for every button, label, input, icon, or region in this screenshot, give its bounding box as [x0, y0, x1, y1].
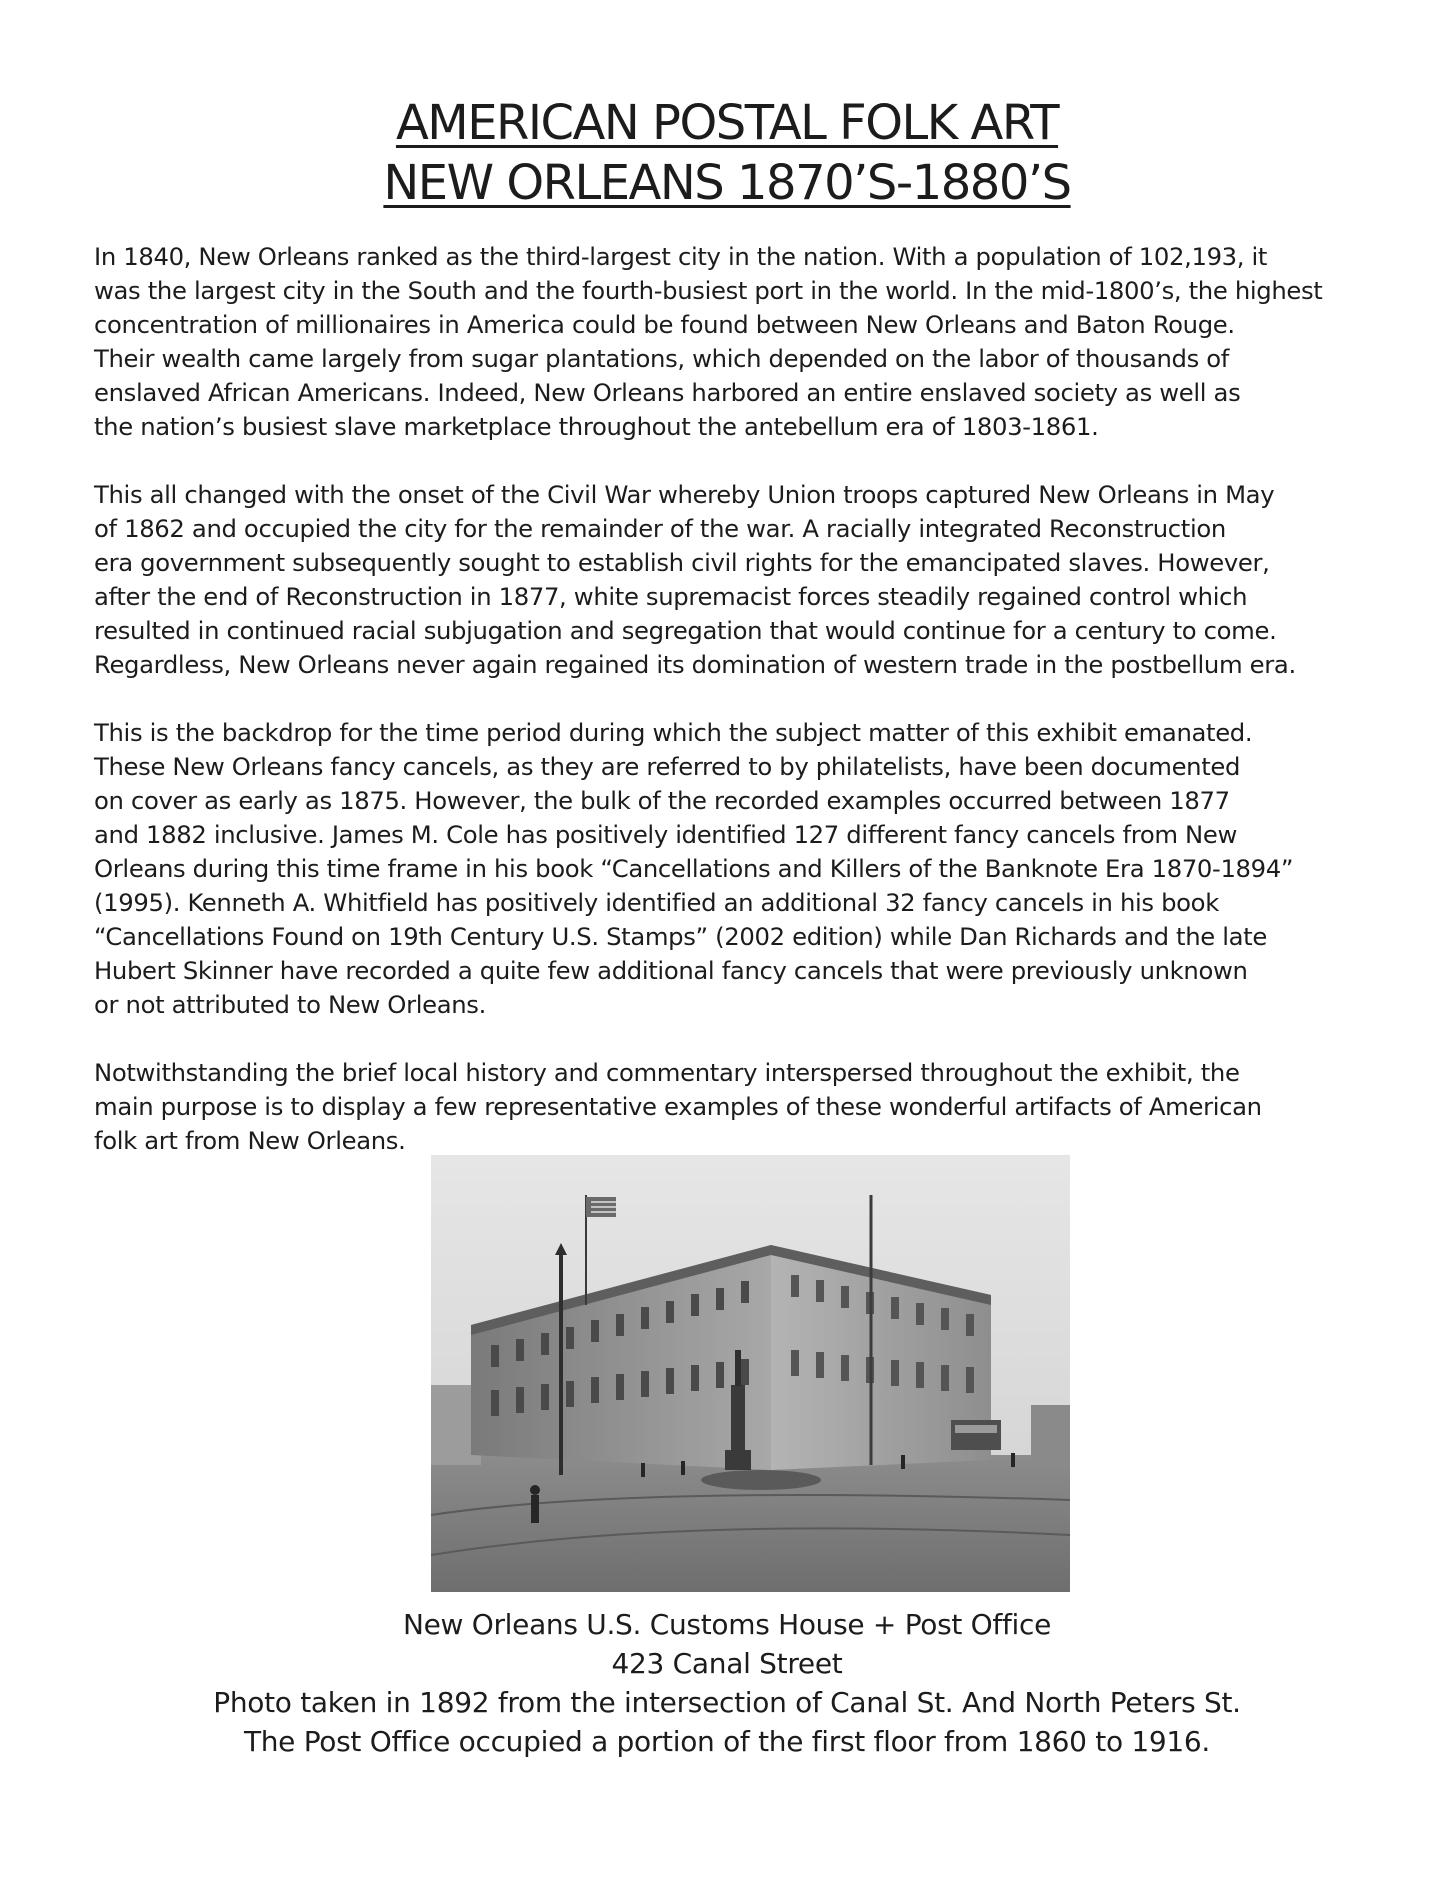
- caption-line-4: The Post Office occupied a portion of the first floor from 1860 to 1916.: [243, 1725, 1211, 1758]
- caption-line-2: 423 Canal Street: [611, 1647, 843, 1680]
- body-text: [94, 240, 1384, 1192]
- title-line-2: NEW ORLEANS 1870’S-1880’S: [383, 155, 1071, 211]
- caption-line-3: Photo taken in 1892 from the intersection of Canal St. And North Peters St.: [213, 1686, 1241, 1719]
- paragraph-history: In 1840, New Orleans ranked as the third-largest city in the nation. With a population of 102,193, it was the largest city in the South and the fourth-busiest port in the world. In the mid-1800’s, the highest concentration of millionaires in America could be found between New Orleans and Baton Rouge. Their wealth came largely from sugar plantations, which depended on the labor of thousands of enslaved African Americans. Indeed, New Orleans harbored an entire enslaved society as well as the nation’s busiest slave marketplace throughout the antebellum era of 1803-1861.: [94, 242, 1323, 441]
- paragraph-fancy-cancels: This is the backdrop for the time period during which the subject matter of this exhibit emanated. These New Orleans fancy cancels, as they are referred to by philatelists, have been documented on cover as early as 1875. However, the bulk of the recorded examples occurred between 1877 and 1882 inclusive. James M. Cole has positively identified 127 different fancy cancels from New Orleans during this time frame in his book “Cancellations and Killers of the Banknote Era 1870-1894” (1995). Kenneth A. Whitfield has positively identified an additional 32 fancy cancels in his book “Cancellations Found on 19th Century U.S. Stamps” (2002 edition) while Dan Richards and the late Hubert Skinner have recorded a quite few additional fancy cancels that were previously unknown or not attributed to New Orleans.: [94, 718, 1294, 1019]
- photo-caption: [0, 1605, 1454, 1761]
- caption-line-1: New Orleans U.S. Customs House + Post Office: [402, 1608, 1052, 1641]
- customs-house-photo: [431, 1155, 1070, 1592]
- paragraph-purpose: Notwithstanding the brief local history and commentary interspersed throughout the exhibit, the main purpose is to display a few representative examples of these wonderful artifacts of American folk art from New Orleans.: [94, 1058, 1262, 1155]
- paragraph-civil-war: This all changed with the onset of the Civil War whereby Union troops captured New Orleans in May of 1862 and occupied the city for the remainder of the war. A racially integrated Reconstruction era government subsequently sought to establish civil rights for the emancipated slaves. However, after the end of Reconstruction in 1877, white supremacist forces steadily regained control which resulted in continued racial subjugation and segregation that would continue for a century to come. Regardless, New Orleans never again regained its domination of western trade in the postbellum era.: [94, 480, 1296, 679]
- page-title: [0, 93, 1454, 213]
- title-line-1: AMERICAN POSTAL FOLK ART: [395, 95, 1059, 151]
